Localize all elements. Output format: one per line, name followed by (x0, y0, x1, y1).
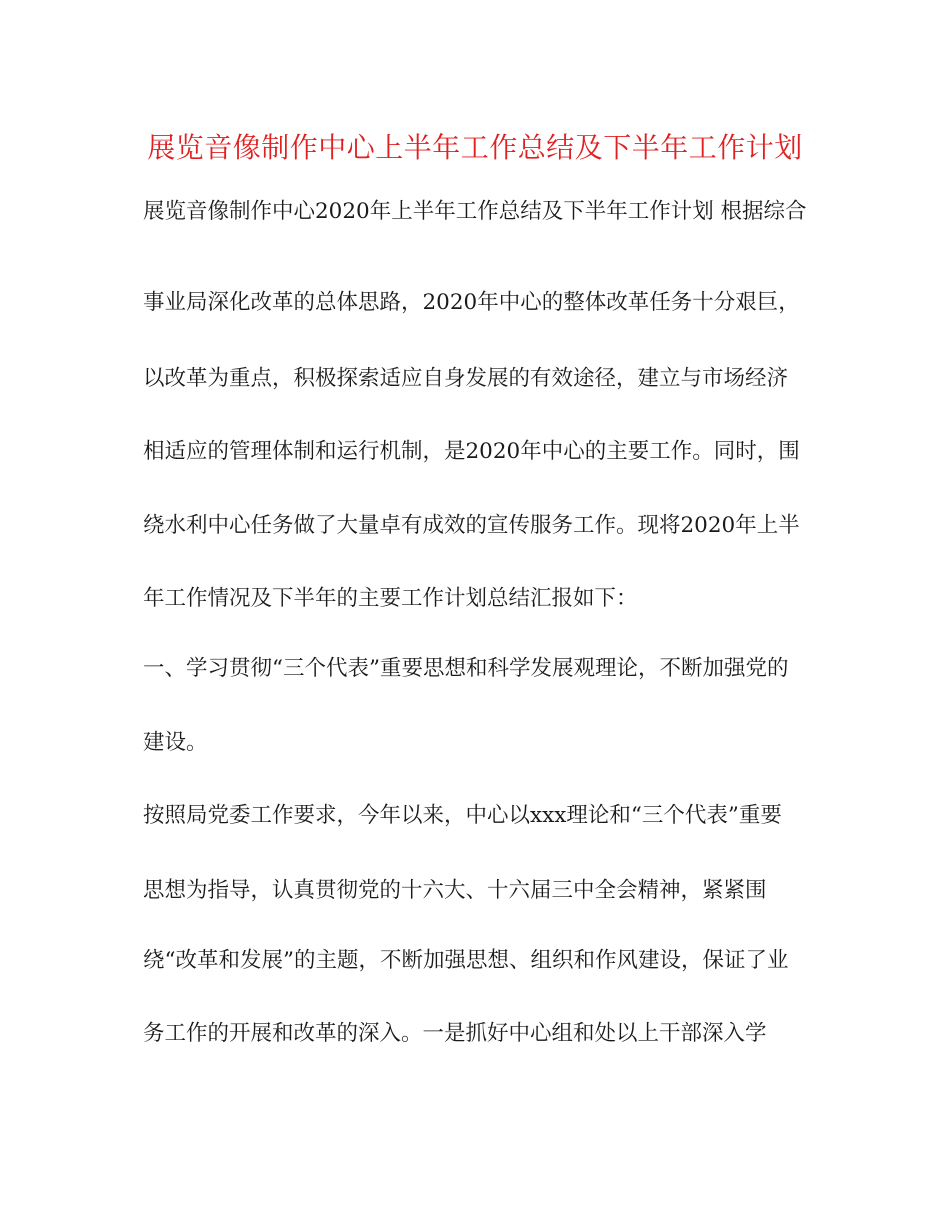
document-title: 展览音像制作中心上半年工作总结及下半年工作计划 (147, 131, 803, 164)
body-line-3: 以改革为重点，积极探索适应自身发展的有效途径，建立与市场经济 (143, 366, 789, 391)
body-line-8: 思想为指导，认真贯彻党的十六大、十六届三中全会精神，紧紧围 (143, 878, 767, 903)
body-line-1: 展览音像制作中心2020年上半年工作总结及下半年工作计划 根据综合 (143, 199, 807, 224)
body-line-9: 绕“改革和发展”的主题，不断加强思想、组织和作风建设，保证了业 (143, 948, 789, 973)
body-line-4: 相适应的管理体制和运行机制，是2020年中心的主要工作。同时，围 (143, 439, 800, 464)
body-line-6: 年工作情况及下半年的主要工作计划总结汇报如下： (143, 586, 638, 611)
section-heading-1-cont: 建设。 (143, 730, 208, 755)
body-line-7: 按照局党委工作要求，今年以来，中心以xxx理论和“三个代表”重要 (143, 803, 782, 828)
body-line-10: 务工作的开展和改革的深入。一是抓好中心组和处以上干部深入学 (143, 1021, 767, 1046)
body-line-5: 绕水利中心任务做了大量卓有成效的宣传服务工作。现将2020年上半 (143, 513, 800, 538)
section-heading-1: 一、学习贯彻“三个代表”重要思想和科学发展观理论，不断加强党的 (143, 656, 789, 681)
body-line-2: 事业局深化改革的总体思路，2020年中心的整体改革任务十分艰巨， (143, 290, 800, 315)
